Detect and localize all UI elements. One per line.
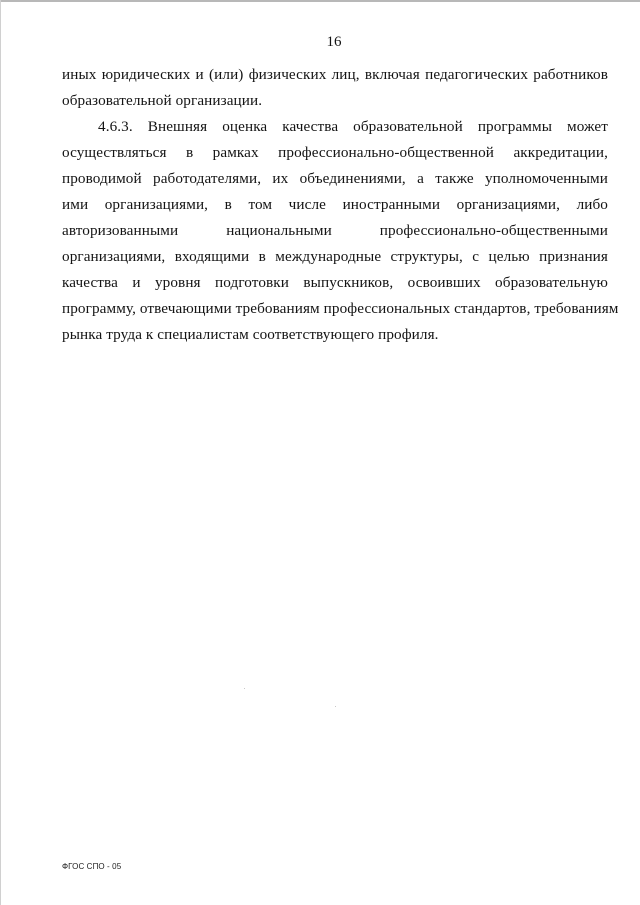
scan-top-edge <box>0 0 640 2</box>
page-number: 16 <box>326 34 342 50</box>
text-line: образовательной организации. <box>62 92 263 109</box>
paragraph-4-6-3 <box>62 114 619 348</box>
scan-left-edge <box>0 0 1 905</box>
text-line: проводимой работодателями, их объединениями, а также уполномоченными <box>62 170 608 187</box>
scan-speck <box>244 688 245 689</box>
text-line: организациями, входящими в международные структуры, с целью признания <box>62 248 608 265</box>
footer-document-code: ФГОС СПО - 05 <box>62 862 122 871</box>
text-line: авторизованными национальными профессионально-общественными <box>62 222 608 239</box>
scan-speck <box>335 706 336 707</box>
paragraph-continuation <box>62 62 608 114</box>
text-line: иных юридических и (или) физических лиц, включая педагогических работников <box>62 66 608 83</box>
text-line: программу, отвечающими требованиям профессиональных стандартов, требованиям <box>62 300 619 317</box>
text-line: качества и уровня подготовки выпускников, освоивших образовательную <box>62 274 608 291</box>
text-line: осуществляться в рамках профессионально-общественной аккредитации, <box>62 144 608 161</box>
text-line: ими организациями, в том числе иностранными организациями, либо <box>62 196 608 213</box>
text-line: 4.6.3. Внешняя оценка качества образовательной программы может <box>98 118 608 135</box>
text-line: рынка труда к специалистам соответствующего профиля. <box>62 326 439 343</box>
